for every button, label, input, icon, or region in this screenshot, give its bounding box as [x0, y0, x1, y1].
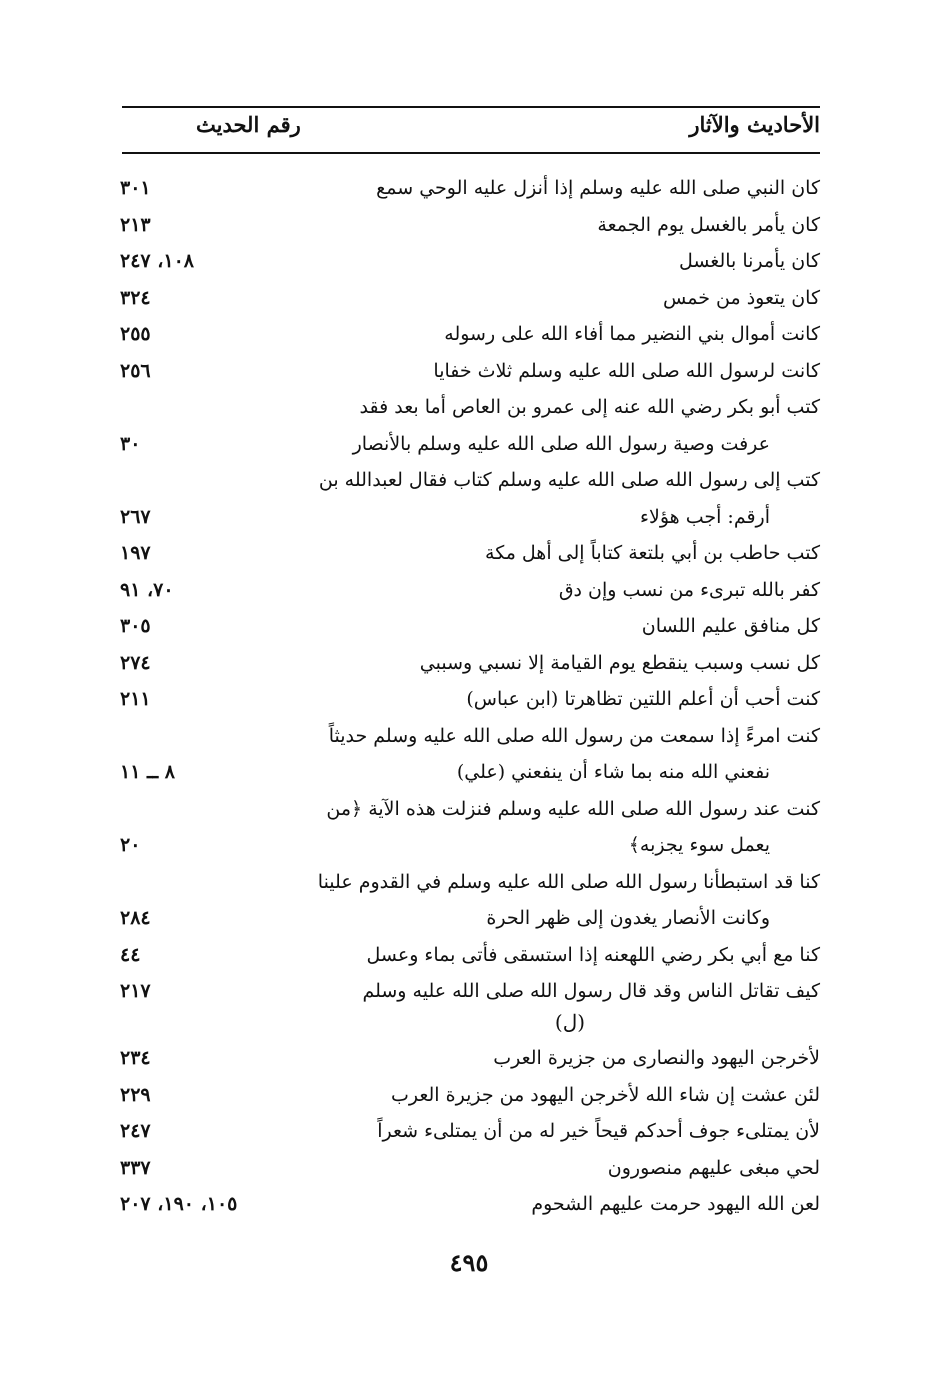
- index-entry: [120, 1186, 820, 1222]
- hadith-number: ٢٥٦: [120, 359, 151, 382]
- column-header-number: رقم الحديث: [196, 112, 301, 137]
- hadith-number: ١٩٧: [120, 542, 151, 564]
- index-entry: [120, 973, 820, 1009]
- page-number: ٤٩٥: [449, 1248, 489, 1277]
- index-entry: [120, 1077, 820, 1113]
- hadith-text: كان يأمر بالغسل يوم الجمعة: [597, 213, 820, 236]
- hadith-text: كتب إلى رسول الله صلى الله عليه وسلم كتاب فقال لعبدالله بن: [318, 469, 820, 491]
- hadith-number: ٣٣٧: [120, 1156, 151, 1179]
- hadith-number: ٣٢٤: [120, 286, 151, 309]
- index-entry: [120, 681, 820, 717]
- hadith-number: ٣٠٥: [120, 615, 151, 637]
- index-entry: [120, 1113, 820, 1149]
- index-entry: [120, 608, 820, 644]
- hadith-text: كنت امرءً إذا سمعت من رسول الله صلى الله عليه وسلم حديثاً: [328, 724, 820, 747]
- index-entry: [120, 900, 820, 936]
- index-entry: [120, 462, 820, 498]
- hadith-text: وكانت الأنصار يغدون إلى ظهر الحرة: [486, 907, 770, 929]
- hadith-text: كل نسب وسبب ينقطع يوم القيامة إلا نسبي وسببي: [419, 651, 820, 674]
- hadith-text: كان يتعوذ من خمس: [663, 286, 820, 309]
- hadith-number: ٣٠١: [120, 177, 151, 199]
- hadith-text: كان النبي صلى الله عليه وسلم إذا أنزل عليه الوحي سمع: [376, 177, 820, 199]
- hadith-number: ٢١٧: [120, 980, 151, 1002]
- index-entry: [120, 791, 820, 827]
- index-entry: [120, 827, 820, 863]
- index-entry: [120, 280, 820, 316]
- hadith-number: ٢٦٧: [120, 505, 151, 528]
- hadith-text: كل منافق عليم اللسان: [641, 615, 820, 637]
- hadith-text: كفر بالله تبرىء من نسب وإن دق: [558, 578, 820, 601]
- hadith-number: ٢٥٥: [120, 323, 151, 345]
- index-entry: [120, 1040, 820, 1076]
- index-entry: [120, 426, 820, 462]
- section-heading-lam: (ل): [554, 1010, 586, 1034]
- hadith-text: لئن عشت إن شاء الله لأخرجن اليهود من جزيرة العرب: [390, 1083, 820, 1106]
- hadith-text: لعن الله اليهود حرمت عليهم الشحوم: [531, 1193, 820, 1215]
- hadith-number: ٨ ــ ١١: [120, 761, 176, 783]
- hadith-text: لأخرجن اليهود والنصارى من جزيرة العرب: [493, 1047, 820, 1069]
- index-entry: [120, 243, 820, 279]
- column-header-hadiths: الأحاديث والآثار: [689, 112, 820, 137]
- hadith-number: ١٠٥، ١٩٠، ٢٠٧: [120, 1193, 238, 1215]
- index-entry: [120, 316, 820, 352]
- index-entry: [120, 207, 820, 243]
- index-entry: [120, 718, 820, 754]
- hadith-number: ٢٢٩: [120, 1083, 151, 1106]
- index-entry: [120, 1150, 820, 1186]
- hadith-number: ٢٠: [120, 834, 141, 856]
- hadith-text: كان يأمرنا بالغسل: [678, 250, 820, 272]
- hadith-text: لأن يمتلىء جوف أحدكم قيحاً خير له من أن يمتلىء شعراً: [377, 1120, 820, 1142]
- hadith-text: يعمل سوء يجزبه﴾: [628, 834, 770, 856]
- hadith-number: ٤٤: [120, 943, 141, 966]
- index-entry: [120, 754, 820, 790]
- hadith-number: ٢٣٤: [120, 1047, 151, 1069]
- index-entry: [120, 645, 820, 681]
- top-rule: [122, 106, 820, 108]
- index-entry: [120, 389, 820, 425]
- hadith-number: ٢١١: [120, 688, 151, 710]
- hadith-text: كانت لرسول الله صلى الله عليه وسلم ثلاث خفايا: [433, 359, 820, 382]
- index-entry: [120, 170, 820, 206]
- hadith-number: ٢٧٤: [120, 651, 151, 674]
- index-entry: [120, 937, 820, 973]
- hadith-text: لحي مبغى عليهم منصورون: [607, 1156, 820, 1179]
- hadith-number: ٢٤٧: [120, 1120, 151, 1142]
- hadith-text: كنا قد استبطأنا رسول الله صلى الله عليه وسلم في القدوم علينا: [317, 870, 820, 893]
- hadith-number: ٣٠: [120, 432, 141, 455]
- hadith-text: كتب أبو بكر رضي الله عنه إلى عمرو بن العاص أما بعد فقد: [359, 396, 820, 418]
- hadith-number: ١٠٨، ٢٤٧: [120, 250, 194, 272]
- header-rule: [122, 152, 820, 154]
- index-entry: [120, 353, 820, 389]
- index-entry: [120, 572, 820, 608]
- hadith-text: كانت أموال بني النضير مما أفاء الله على رسوله: [444, 323, 820, 345]
- hadith-text: أرقم: أجب هؤلاء: [640, 505, 770, 528]
- index-entry: [120, 499, 820, 535]
- hadith-text: كنت أحب أن أعلم اللتين تظاهرتا (ابن عباس): [466, 688, 820, 710]
- hadith-text: كنت عند رسول الله صلى الله عليه وسلم فنزلت هذه الآية ﴿من: [326, 797, 820, 820]
- hadith-text: كتب حاطب بن أبي بلتعة كتاباً إلى أهل مكة: [485, 542, 820, 564]
- hadith-text: كيف تقاتل الناس وقد قال رسول الله صلى الله عليه وسلم: [362, 980, 820, 1002]
- index-entry: [120, 535, 820, 571]
- hadith-number: ٢١٣: [120, 213, 151, 236]
- hadith-number: ٢٨٤: [120, 907, 151, 929]
- index-entry: [120, 864, 820, 900]
- hadith-text: نفعني الله منه بما شاء أن ينفعني (علي): [456, 761, 770, 783]
- hadith-number: ٧٠، ٩١: [120, 578, 174, 601]
- hadith-text: كنا مع أبي بكر رضي اللهعنه إذا استسقى فأتى بماء وعسل: [366, 943, 820, 966]
- hadith-text: عرفت وصية رسول الله صلى الله عليه وسلم بالأنصار: [352, 432, 770, 455]
